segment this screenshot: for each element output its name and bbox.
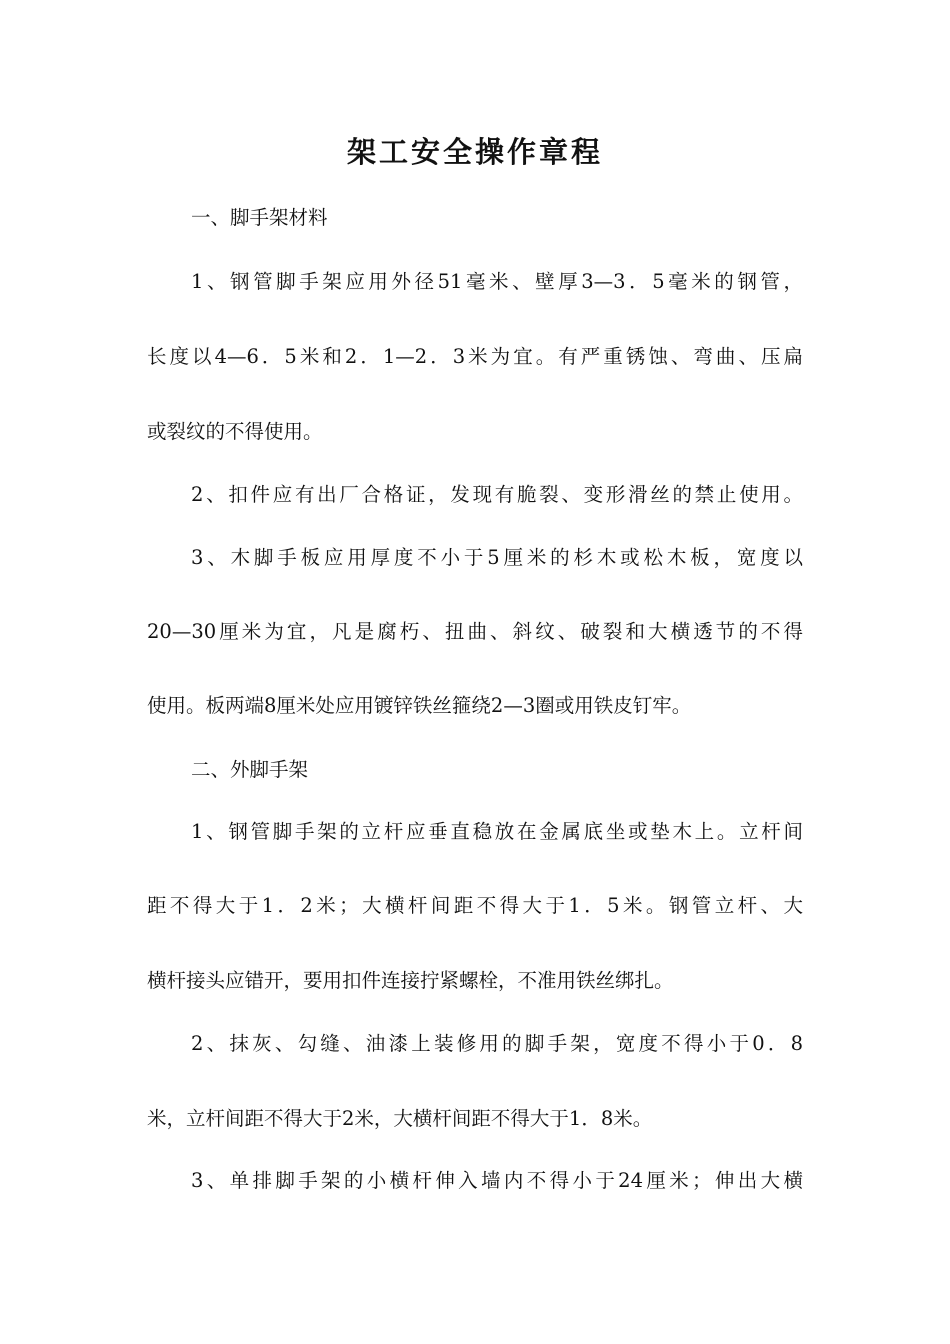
paragraph-line: 或裂纹的不得使用。	[147, 420, 323, 443]
paragraph-line: 使用。板两端8厘米处应用镀锌铁丝箍绕2—3圈或用铁皮钉牢。	[147, 694, 692, 717]
paragraph-line: 3、单排脚手架的小横杆伸入墙内不得小于24厘米；伸出大横	[191, 1169, 803, 1192]
paragraph-line: 长度以4—6．5米和2．1—2．3米为宜。有严重锈蚀、弯曲、压扁	[147, 345, 803, 368]
paragraph-line: 20—30厘米为宜，凡是腐朽、扭曲、斜纹、破裂和大横透节的不得	[147, 620, 803, 643]
paragraph-line: 横杆接头应错开，要用扣件连接拧紧螺栓，不准用铁丝绑扎。	[147, 969, 674, 992]
paragraph-line: 2、扣件应有出厂合格证，发现有脆裂、变形滑丝的禁止使用。	[191, 483, 803, 506]
paragraph-line: 米，立杆间距不得大于2米，大横杆间距不得大于1．8米。	[147, 1107, 653, 1130]
paragraph-line: 3、木脚手板应用厚度不小于5厘米的杉木或松木板，宽度以	[191, 546, 803, 569]
paragraph-line: 1、钢管脚手架应用外径51毫米、壁厚3—3．5毫米的钢管，	[191, 270, 803, 293]
document-title: 架工安全操作章程	[346, 135, 603, 169]
paragraph-line: 1、钢管脚手架的立杆应垂直稳放在金属底坐或垫木上。立杆间	[191, 820, 803, 843]
section-heading-materials: 一、脚手架材料	[191, 206, 328, 229]
section-heading-external-scaffold: 二、外脚手架	[191, 758, 309, 781]
paragraph-line: 2、抹灰、勾缝、油漆上装修用的脚手架，宽度不得小于0．8	[191, 1032, 803, 1055]
paragraph-line: 距不得大于1．2米；大横杆间距不得大于1．5米。钢管立杆、大	[147, 894, 803, 917]
